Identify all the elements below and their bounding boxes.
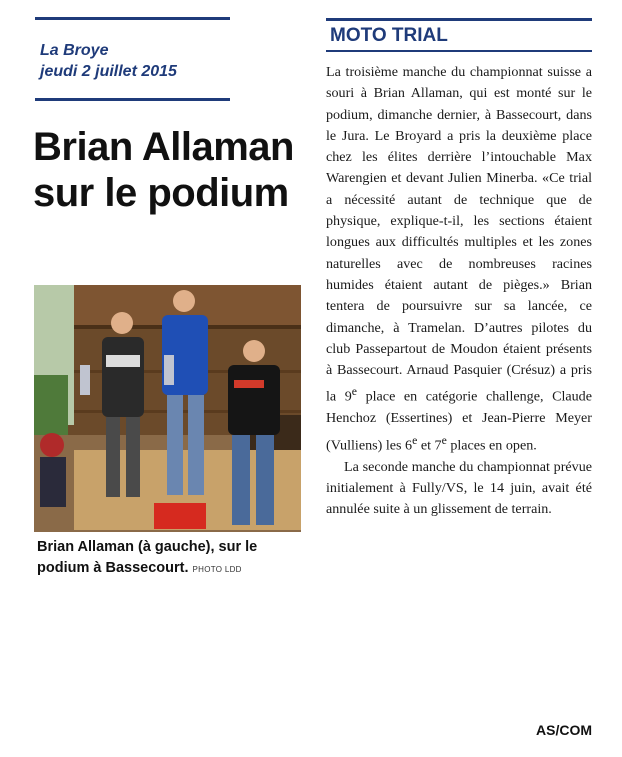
ordinal-suffix: e [441,433,447,447]
podium-photo [34,285,301,532]
ordinal-7: 7 [434,437,442,454]
paragraph-1-end: places en open. [450,437,537,454]
rubric-rule-bottom [326,50,592,52]
source-place: La Broye [40,42,109,59]
conjunction: et [420,437,431,454]
ordinal-9: 9 [344,389,352,406]
source-rule-top [35,17,230,20]
article-body [326,62,592,521]
source-rule-bottom [35,98,230,101]
rubric-rule-top [326,18,592,21]
source-block [40,40,230,82]
article-paragraph-1 [326,62,592,457]
source-date: jeudi 2 juillet 2015 [40,63,177,80]
paragraph-1-text-part2: place en catégorie challenge, Claude Henchoz (Essertines) et Jean-Pierre Meyer (Vulliens) les [326,389,592,454]
paragraph-1-text: La troisième manche du championnat suisse a souri à Brian Allaman, qui est monté sur le podium, dimanche dernier, à Bassecourt, dans le Jura. Le Broyard a pris la deuxième place chez les élites derrière l’intouchable Max Warengien et devant Julien Minerba. «Ce trial a nécessité autant de technique que de physique, explique-t-il, les sections étaient longues aux difficultés multiples et les zones naturelles avec de nombreuses racines humides étaient autant de pièges.» Brian tentera de poursuivre sur sa lancée, ce dimanche, à Tramelan. D’autres pilotes du club Passepartout de Moudon étaient présents à Bassecourt. Arnaud Pasquier (Crésuz) a pris la [326,64,592,406]
rubric-title: MOTO TRIAL [330,25,448,46]
ordinal-suffix: e [412,433,418,447]
photo-caption [37,537,307,580]
ordinal-6: 6 [405,437,413,454]
caption-text: Brian Allaman (à gauche), sur le podium à Bassecourt. [37,539,258,576]
article-signature: AS/COM [536,722,592,738]
photo-credit: PHOTO LDD [192,565,242,574]
ordinal-suffix: e [351,385,358,399]
article-paragraph-2: La seconde manche du championnat prévue initialement à Fully/VS, le 14 juin, avait été annulée suite à un glissement de terrain. [326,458,592,518]
headline: Brian Allaman sur le podium [33,125,294,215]
